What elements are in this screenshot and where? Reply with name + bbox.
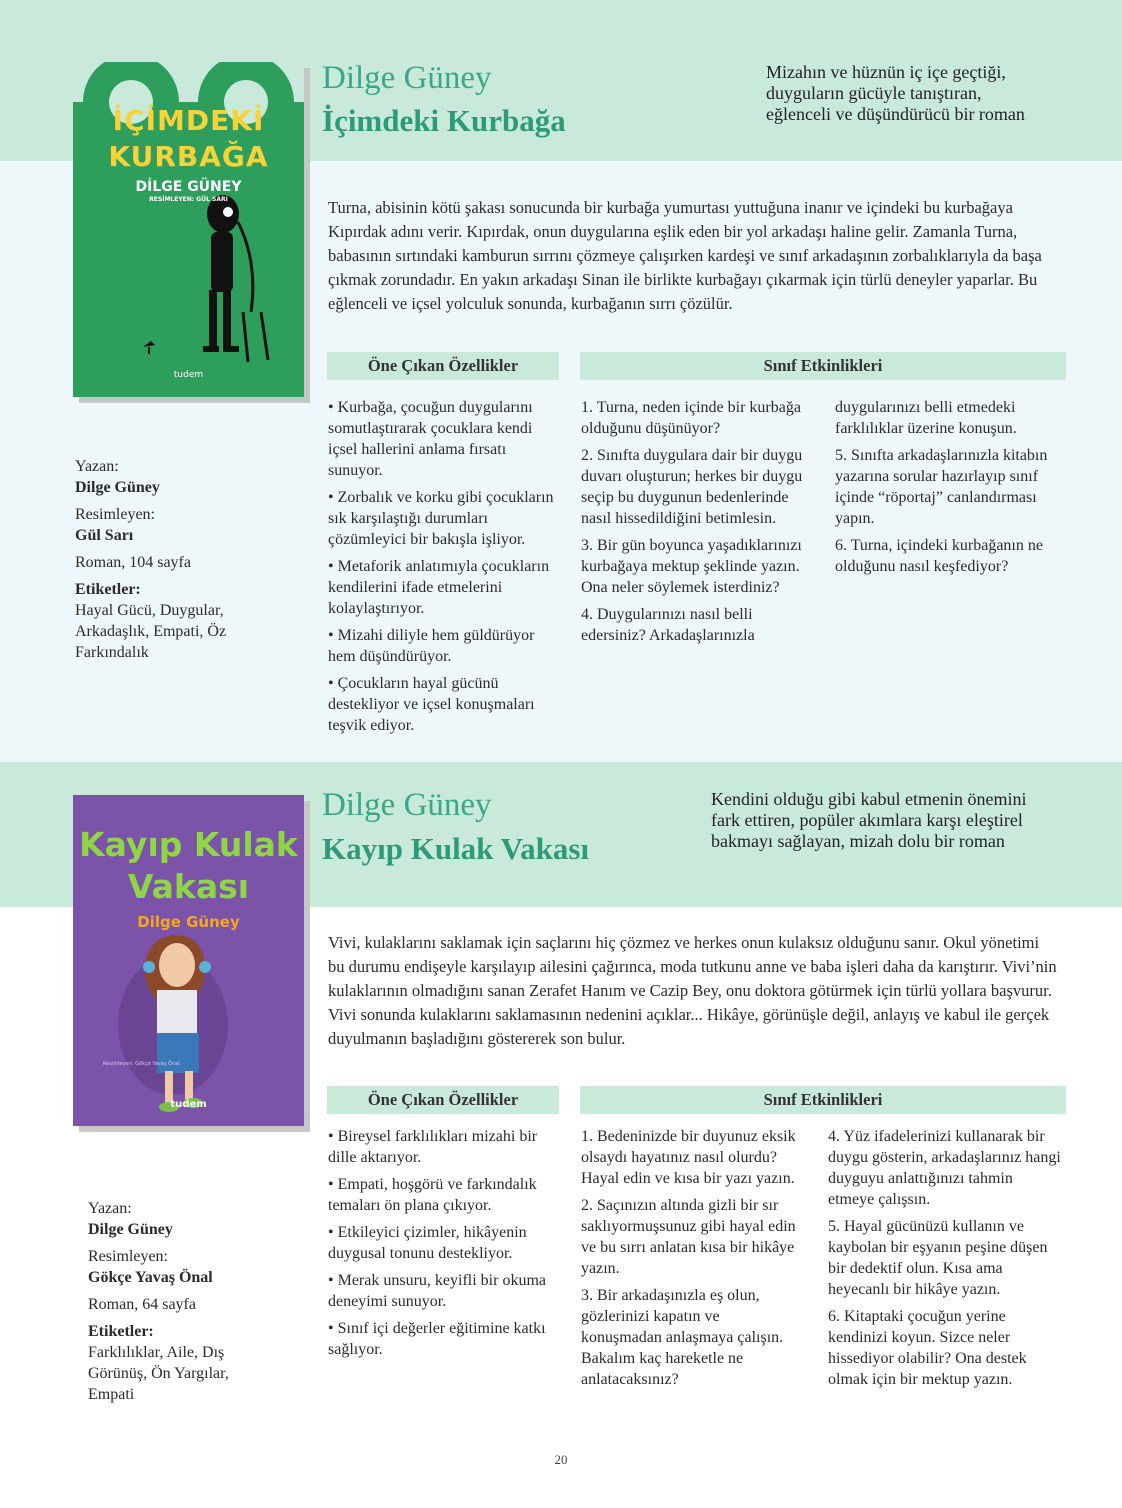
illustrator-name: Gökçe Yavaş Önal [88,1269,213,1286]
book2-activities-col1 [581,1126,801,1396]
author-label: Yazan: [75,458,119,475]
tags-label: Etiketler: [88,1323,154,1340]
book2-features-list [328,1126,553,1366]
tags-list: Hayal Gücü, Duygular, Arkadaşlık, Empati, Öz Farkındalık [75,602,227,661]
book1-activities-col2 [835,397,1060,583]
illustrator-label: Resimleyen: [75,506,155,523]
cover1-illustrator: RESİMLEYEN: GÜL SARI [149,196,228,203]
author-name: Dilge Güney [75,479,160,496]
book2-meta [88,1198,278,1405]
feature-item: • Merak unsuru, keyifli bir okuma deneyimi sunuyor. [328,1272,546,1310]
feature-item: • Sınıf içi değerler eğitimine katkı sağlıyor. [328,1320,546,1358]
activity-item: 1. Bedeninizde bir duyunuz eksik olsaydı hayatınız nasıl olurdu? Hayal edin ve kısa bir yazı yazın. [581,1128,796,1187]
cover2-publisher-logo: tudem [170,1099,207,1110]
book1-author-heading: Dilge Güney [322,60,492,96]
book1-features-list [328,397,560,742]
page-number: 20 [554,1452,568,1467]
cover2-title-line1: Kayıp Kulak [79,825,298,864]
feature-item: • Zorbalık ve korku gibi çocukların sık karşılaştığı durumları çözümleyici bir bakışla işliyor. [328,489,554,548]
activity-item: 2. Sınıfta duygulara dair bir duygu duvarı oluşturun; herkes bir duygu seçip bu duygunun bedenlerinde nasıl hissedildiğini betimlesin. [581,447,803,527]
cover1-author: DİLGE GÜNEY [135,179,242,195]
feature-item: • Metaforik anlatımıyla çocukların kendilerini ifade etmelerini kolaylaştırıyor. [328,558,550,617]
book1-activities-heading: Sınıf Etkinlikleri [580,352,1066,380]
illustrator-name: Gül Sarı [75,527,134,544]
book1-description: Turna, abisinin kötü şakası sonucunda bir kurbağa yumurtası yuttuğuna inanır ve içindeki bu kurbağaya Kıpırdak adını verir. Kıpırdak, onun duygularına eşlik eden bir yol arkadaşı haline gelir. Zamanla Turna, babasının sırtındaki kamburun sırrını çözmeye çalışırken kardeşi ve sınıf arkadaşının zorbalıklarıyla da başa çıkmak zorundadır. En yakın arkadaşı Sinan ile birlikte kurbağayı çıkarmak için türlü deneyler yaparlar. Bu eğlenceli ve içsel yolculuk sonunda, kurbağanın sırrı çözülür. [328,198,1042,313]
tags-label: Etiketler: [75,581,141,598]
activity-item: 3. Bir gün boyunca yaşadıklarınızı kurbağaya mektup şeklinde yazın. Ona neler söylemek isterdiniz? [581,537,802,596]
cover1-publisher-logo: tudem [173,370,204,380]
tagline-line: Kendini olduğu gibi kabul etmenin önemini [711,789,1027,809]
author-name: Dilge Güney [88,1221,173,1238]
cover2-title-line2: Vakası [127,867,250,906]
book-format: Roman, 64 sayfa [88,1296,196,1313]
cover1-title-line1: İÇİMDEKİ [112,104,265,137]
author-label: Yazan: [88,1200,132,1217]
activity-item: 5. Sınıfta arkadaşlarınızla kitabın yazarına sorular hazırlayıp sınıf içinde “röportaj” canlandırması yapın. [835,447,1048,527]
tagline-line: Mizahın ve hüznün iç içe geçtiği, [766,62,1006,82]
cover2-illustrator: Resimleyen: Gökçe Yavaş Önal [103,1061,180,1067]
book1-tagline [766,62,1106,125]
illustrator-label: Resimleyen: [88,1248,168,1265]
tagline-line: eğlenceli ve düşündürücü bir roman [766,104,1025,124]
feature-item: • Bireysel farklılıkları mizahi bir dille aktarıyor. [328,1128,538,1166]
tags-list: Farklılıklar, Aile, Dış Görünüş, Ön Yargılar, Empati [88,1344,229,1403]
book1-activities-col1 [581,397,811,652]
book2-description: Vivi, kulaklarını saklamak için saçlarını hiç çözmez ve herkes onun kulaksız olduğunu sanır. Okul yönetimi bu durumu endişeyle karşılayıp ailesini çağırınca, moda tutkunu anne ve baba işleri daha da karıştırır. Vivi’nin kulaklarının olmadığını sanan Zerafet Hanım ve Cazip Bey, onu doktora götürmek için türlü yollara başvurur. Vivi sonunda kulaklarını saklamasının nedenini açıklar... Hikâye, görünüşle değil, anlayış ve kabul ile gerçek duyulmanın başladığını göstererek son bulur. [328,933,1057,1048]
tagline-line: fark ettiren, popüler akımlara karşı eleştirel [711,810,1023,830]
tagline-line: bakmayı sağlayan, mizah dolu bir roman [711,831,1005,851]
feature-item: • Kurbağa, çocuğun duygularını somutlaştırarak çocuklara kendi içsel hallerini anlama fırsatı sunuyor. [328,399,533,479]
book2-author-heading: Dilge Güney [322,787,492,823]
activity-item: 2. Saçınızın altında gizli bir sır saklıyormuşsunuz gibi hayal edin ve bu sırrı anlatan kısa bir hikâye yazın. [581,1197,796,1277]
feature-item: • Mizahi diliyle hem güldürüyor hem düşündürüyor. [328,627,535,665]
book2-tagline [711,789,1106,852]
feature-item: • Empati, hoşgörü ve farkındalık temaları ön plana çıkıyor. [328,1176,537,1214]
cover2-author: Dilge Güney [137,913,240,931]
book2-activities-col2 [828,1126,1063,1396]
book-cover-icimdeki-kurbaga [73,62,304,397]
activity-item: 3. Bir arkadaşınızla eş olun, gözlerinizi kapatın ve konuşmadan anlaşmaya çalışın. Bakalım kaç hareketle ne anlatacaksınız? [581,1287,784,1388]
activity-item: 6. Kitaptaki çocuğun yerine kendinizi koyun. Sizce neler hissediyor olabilir? Ona destek olmak için bir mektup yazın. [828,1308,1027,1388]
book2-title: Kayıp Kulak Vakası [322,831,590,866]
activity-item: 4. Yüz ifadelerinizi kullanarak bir duygu gösterin, arkadaşlarınız hangi duyguyu anlattığınızı tahmin etmeye çalışsın. [828,1128,1061,1208]
book-cover-kayip-kulak-vakasi [73,795,304,1126]
feature-item: • Çocukların hayal gücünü destekliyor ve içsel konuşmaları teşvik ediyor. [328,675,535,734]
activity-item: 4. Duygularınızı nasıl belli edersiniz? Arkadaşlarınızla [581,606,755,644]
book1-title: İçimdeki Kurbağa [322,103,566,138]
book1-features-heading: Öne Çıkan Özellikler [327,352,559,380]
cover1-title-line2: KURBAĞA [108,140,269,173]
book2-features-heading: Öne Çıkan Özellikler [327,1086,559,1114]
activity-item: duygularınızı belli etmedeki farklılıklar üzerine konuşun. [835,399,1017,437]
activity-item: 1. Turna, neden içinde bir kurbağa olduğunu düşünüyor? [581,399,801,437]
book1-meta [75,456,275,663]
book-format: Roman, 104 sayfa [75,554,191,571]
activity-item: 5. Hayal gücünüzü kullanın ve kaybolan bir eşyanın peşine düşen bir dedektif olun. Kısa ama heyecanlı bir hikâye yazın. [828,1218,1048,1298]
book2-activities-heading: Sınıf Etkinlikleri [580,1086,1066,1114]
activity-item: 6. Turna, içindeki kurbağanın ne olduğunu nasıl keşfediyor? [835,537,1043,575]
feature-item: • Etkileyici çizimler, hikâyenin duygusal tonunu destekliyor. [328,1224,527,1262]
tagline-line: duyguların gücüyle tanıştıran, [766,83,982,103]
